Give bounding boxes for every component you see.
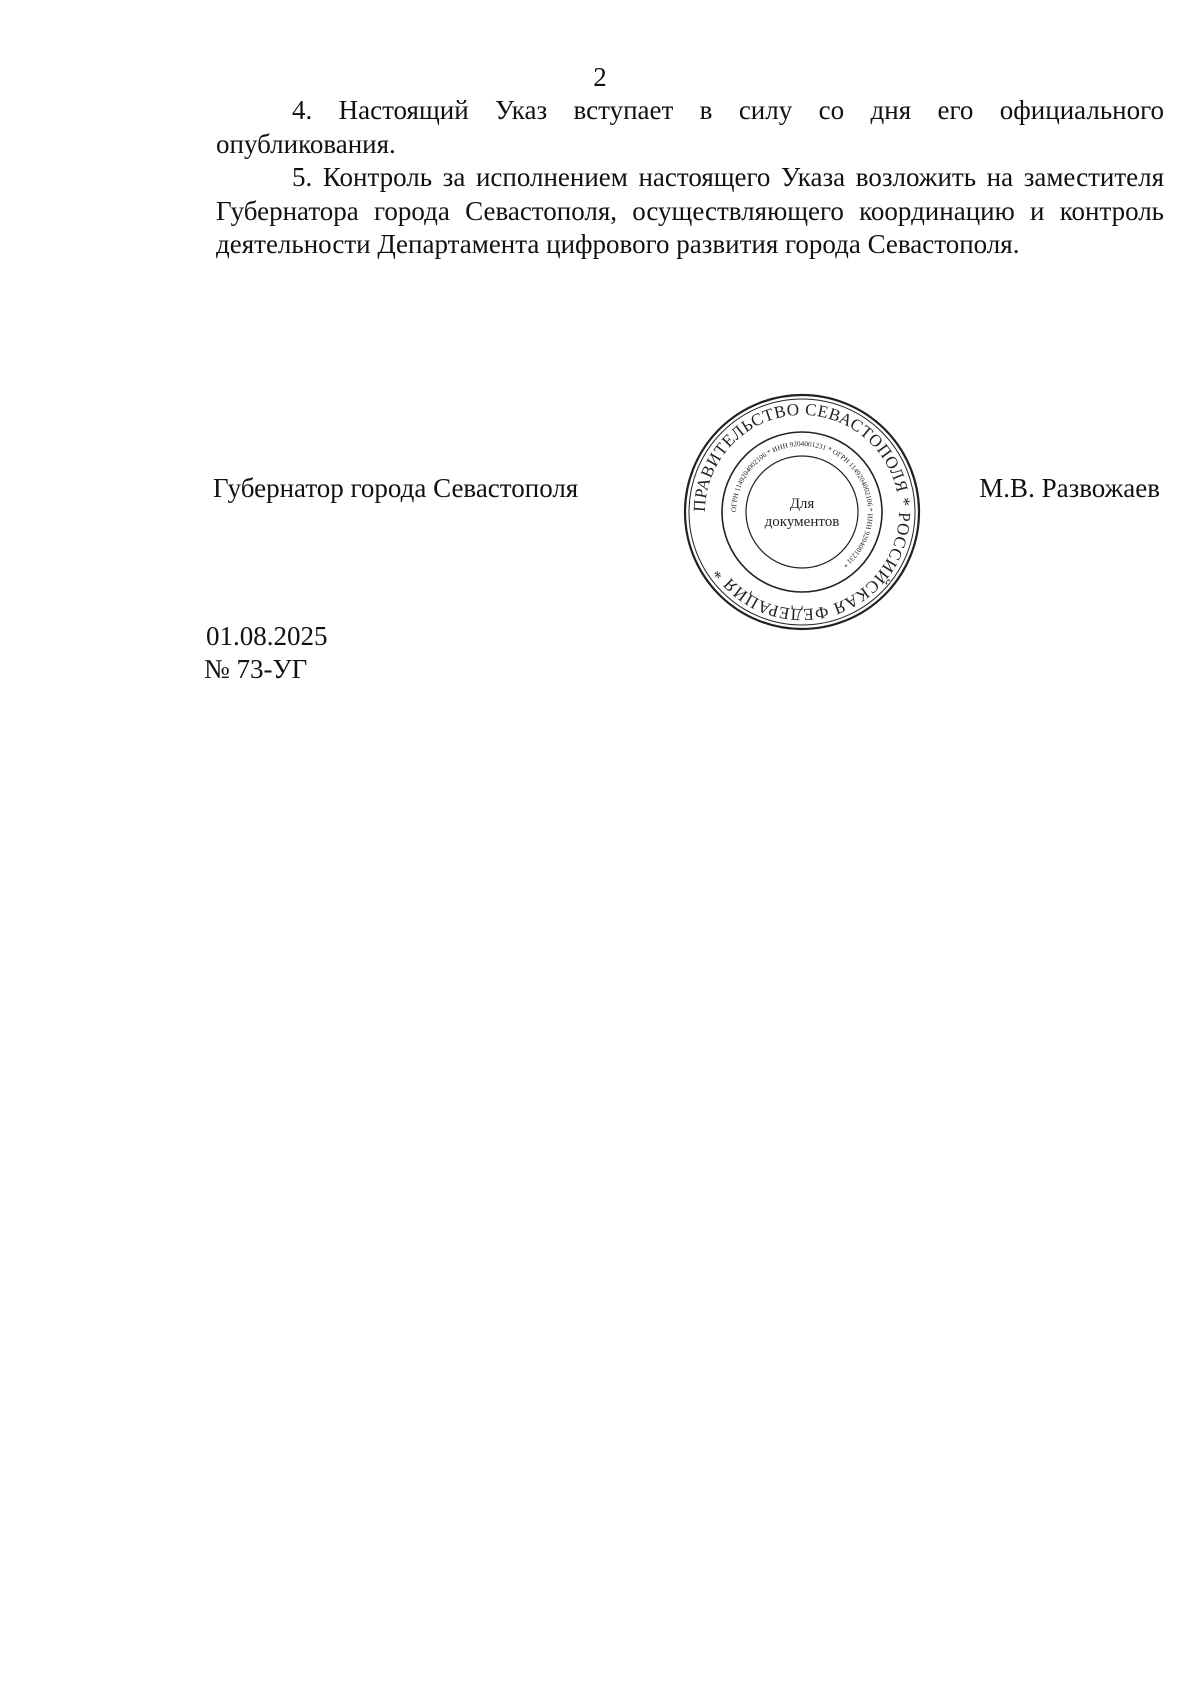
seal-graphic — [682, 392, 922, 632]
document-number: № 73-УГ — [204, 654, 308, 684]
seal-center-line-1: Для — [789, 496, 815, 512]
paragraph-4: 4. Настоящий Указ вступает в силу со дня его официального опубликования. — [216, 95, 1164, 159]
seal-center-line-2: документов — [764, 514, 840, 530]
signer-name: М.В. Развожаев — [979, 473, 1160, 503]
seal-outer-border — [685, 395, 919, 629]
document-date: 01.08.2025 — [206, 621, 328, 651]
paragraph-5: 5. Контроль за исполнением настоящего Указа возложить на заместителя Губернатора города Севастополя, осуществляющего координацию и контроль деятельности Департамента цифрового развития города Севастополя. — [216, 162, 1164, 259]
signature-block — [0, 470, 1200, 506]
decree-body — [216, 94, 1164, 262]
seal-inner-ring — [746, 456, 858, 568]
seal-inner-text: ОГРН 1149204002106 * ИНН 9204001231 * ОГРН 1149204002106 * ИНН 9204001231 * — [729, 439, 875, 569]
signer-title: Губернатор города Севастополя — [213, 473, 579, 503]
official-seal — [682, 392, 922, 632]
seal-outer-text: ПРАВИТЕЛЬСТВО СЕВАСТОПОЛЯ * РОССИЙСКАЯ ФЕДЕРАЦИЯ * — [689, 399, 915, 625]
page-number: 2 — [593, 62, 607, 92]
